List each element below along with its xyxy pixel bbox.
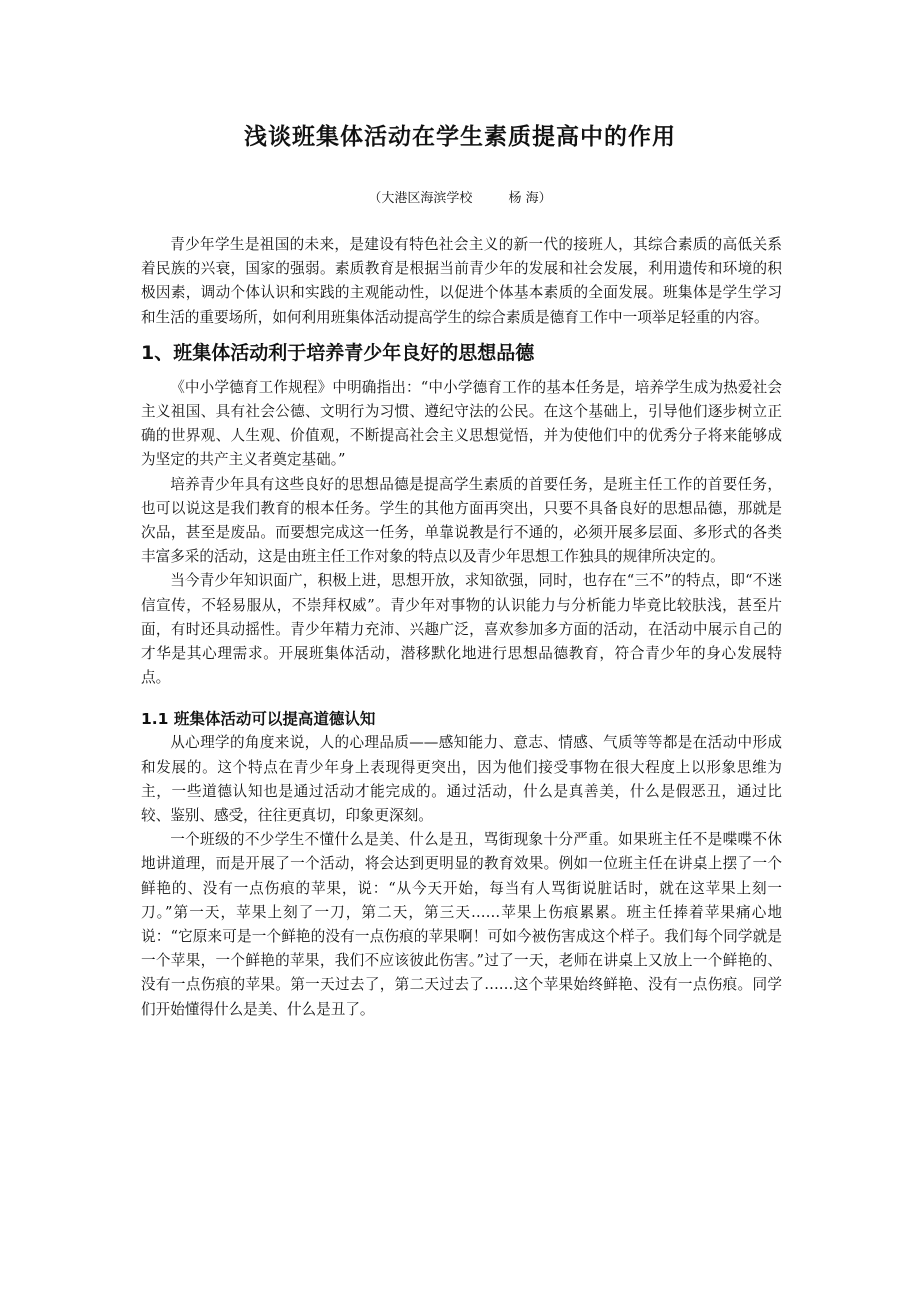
- document-body: [141, 233, 782, 1022]
- subsection-heading-1-1: 1.1 班集体活动可以提高道德认知: [141, 710, 376, 729]
- section-1-paragraph: 培养青少年具有这些良好的思想品德是提高学生素质的首要任务，是班主任工作的首要任务，也可以说这是我们教育的根本任务。学生的其他方面再突出，只要不具备良好的思想品德，那就是次品，甚至是废品。而要想完成这一任务，单靠说教是行不通的，必须开展多层面、多形式的各类丰富多采的活动，这是由班主任工作对象的特点以及青少年思想工作独具的规律所决定的。: [141, 475, 782, 566]
- document-title: 浅谈班集体活动在学生素质提高中的作用: [244, 124, 676, 150]
- subsection-1-1-paragraph: 从心理学的角度来说，人的心理品质——感知能力、意志、情感、气质等等都是在活动中形成和发展的。这个特点在青少年身上表现得更突出，因为他们接受事物在很大程度上以形象思维为主，一些道德认知也是通过活动才能完成的。通过活动，什么是真善美，什么是假恶丑，通过比较、鉴别、感受，往往更真切，印象更深刻。: [141, 734, 782, 825]
- subsection-1-1-paragraph: 一个班级的不少学生不懂什么是美、什么是丑，骂街现象十分严重。如果班主任不是喋喋不休地讲道理，而是开展了一个活动，将会达到更明显的教育效果。例如一位班主任在讲桌上摆了一个鲜艳的、没有一点伤痕的苹果，说：“从今天开始，每当有人骂街说脏话时，就在这苹果上刻一刀。”第一天，苹果上刻了一刀，第二天，第三天……苹果上伤痕累累。班主任捧着苹果痛心地说：“它原来可是一个鲜艳的没有一点伤痕的苹果啊！可如今被伤害成这个样子。我们每个同学就是一个苹果，一个鲜艳的苹果，我们不应该彼此伤害。”过了一天，老师在讲桌上又放上一个鲜艳的、没有一点伤痕的苹果。第一天过去了，第二天过去了……这个苹果始终鲜艳、没有一点伤痕。同学们开始懂得什么是美、什么是丑了。: [141, 831, 782, 1018]
- section-1-paragraph: 当今青少年知识面广，积极上进，思想开放，求知欲强，同时，也存在“三不”的特点，即“不迷信宣传，不轻易服从，不崇拜权威”。青少年对事物的认识能力与分析能力毕竟比较肤浅，甚至片面，有时还具动摇性。青少年精力充沛、兴趣广泛，喜欢参加多方面的活动，在活动中展示自己的才华是其心理需求。开展班集体活动，潜移默化地进行思想品德教育，符合青少年的身心发展特点。: [141, 572, 782, 687]
- byline: [0, 187, 920, 206]
- byline-affiliation: （大港区海滨学校: [368, 191, 473, 206]
- section-1-paragraph: 《中小学德育工作规程》中明确指出：“中小学德育工作的基本任务是，培养学生成为热爱社会主义祖国、具有社会公德、文明行为习惯、遵纪守法的公民。在这个基础上，引导他们逐步树立正确的世界观、人生观、价值观，不断提高社会主义思想觉悟，并为使他们中的优秀分子将来能够成为坚定的共产主义者奠定基础。”: [141, 378, 782, 469]
- byline-author: 杨 海）: [508, 191, 552, 206]
- section-heading-1: 1、班集体活动利于培养青少年良好的思想品德: [141, 341, 535, 364]
- intro-paragraph: 青少年学生是祖国的未来，是建设有特色社会主义的新一代的接班人，其综合素质的高低关系着民族的兴衰，国家的强弱。素质教育是根据当前青少年的发展和社会发展，利用遗传和环境的积极因素，调动个体认识和实践的主观能动性，以促进个体基本素质的全面发展。班集体是学生学习和生活的重要场所，如何利用班集体活动提高学生的综合素质是德育工作中一项举足轻重的内容。: [141, 236, 782, 326]
